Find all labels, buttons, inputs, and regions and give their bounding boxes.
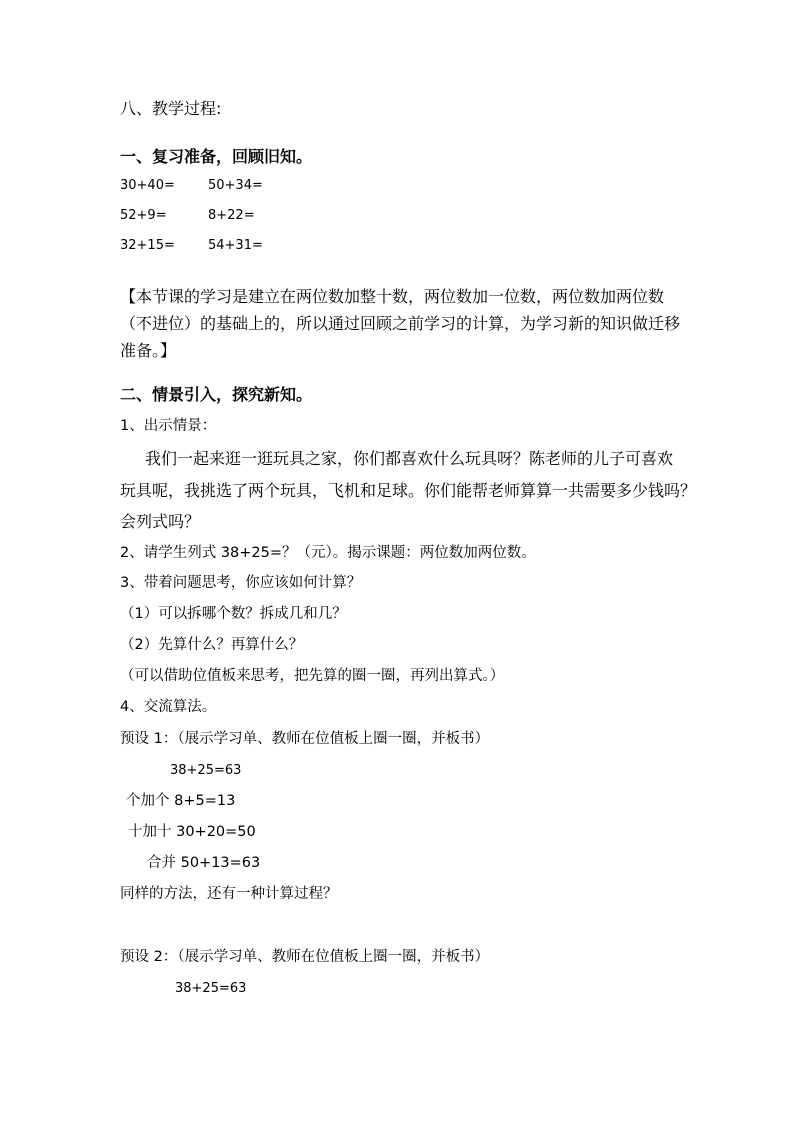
review-equation: 8+22= [208,208,255,223]
preset-1-equation: 38+25=63 [170,763,242,778]
part1-heading: 一、复习准备，回顾旧知。 [120,147,313,166]
preset-1-title: 预设 1：（展示学习单、教师在位值板上圈一圈，并板书） [120,731,490,747]
review-equation: 52+9= [120,208,167,223]
step-4: 4、交流算法。 [120,699,217,715]
step-2: 2、请学生列式 38+25=？（元）。揭示课题：两位数加两位数。 [120,545,536,561]
note-line: 准备。】 [120,341,177,360]
preset-1-ones: 个加个 8+5=13 [126,793,236,809]
scene-line: 我们一起来逛一逛玩具之家，你们都喜欢什么玩具呀？陈老师的儿子可喜欢 [145,449,674,468]
step-3: 3、带着问题思考，你应该如何计算？ [120,575,362,591]
note-line: 【本节课的学习是建立在两位数加整十数，两位数加一位数，两位数加两位数 [120,287,665,306]
section-title: 八、教学过程: [120,99,222,118]
question-2: （2）先算什么？再算什么？ [120,637,304,653]
scene-line: 会列式吗？ [120,512,201,531]
hint: （可以借助位值板来思考，把先算的圈一圈，再列出算式。） [120,668,505,684]
scene-line: 玩具呢，我挑选了两个玩具，飞机和足球。你们能帮老师算算一共需要多少钱吗？ [120,481,697,500]
question-1: （1）可以拆哪个数？拆成几和几？ [120,606,347,622]
review-equation: 50+34= [208,178,263,193]
preset-1-tens: 十加十 30+20=50 [128,824,256,840]
same-method-question: 同样的方法，还有一种计算过程？ [120,886,338,902]
preset-2-title: 预设 2：（展示学习单、教师在位值板上圈一圈，并板书） [120,949,490,965]
preset-2-equation: 38+25=63 [175,981,247,996]
review-equation: 54+31= [208,238,263,253]
part2-heading: 二、情景引入，探究新知。 [120,385,313,404]
note-line: （不进位）的基础上的，所以通过回顾之前学习的计算，为学习新的知识做迁移 [120,314,681,333]
step-1: 1、出示情景： [120,418,217,434]
review-equation: 32+15= [120,238,175,253]
review-equation: 30+40= [120,178,175,193]
preset-1-merge: 合并 50+13=63 [147,855,261,871]
